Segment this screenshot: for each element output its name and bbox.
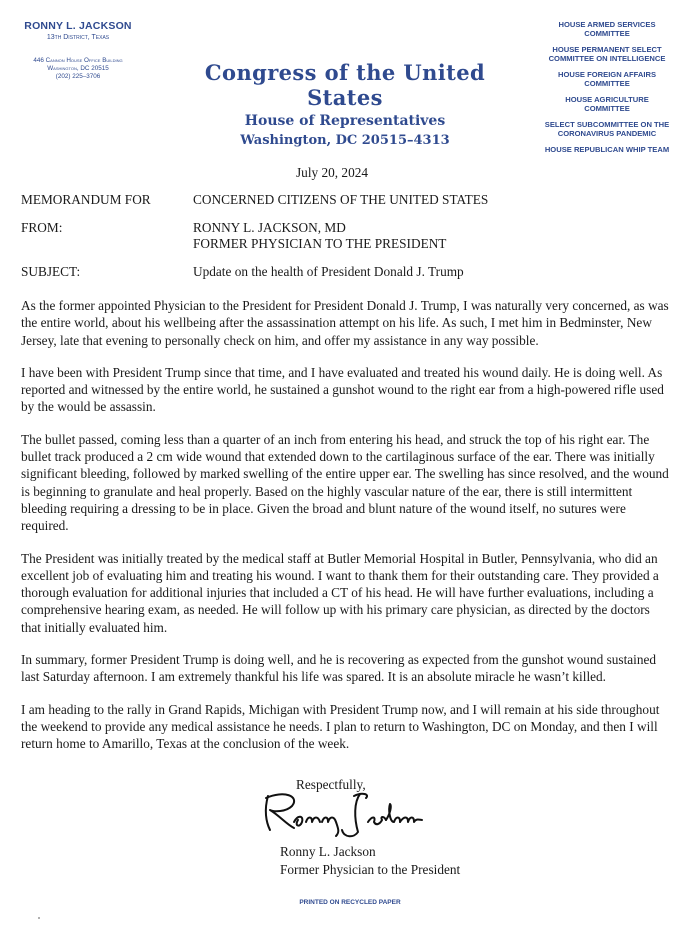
signer-title: Former Physician to the President: [280, 862, 461, 877]
congress-title: Congress of the United States: [204, 60, 486, 110]
handwritten-signature: [258, 788, 428, 840]
from-name: RONNY L. JACKSON, MD: [193, 220, 346, 235]
address-line: (202) 225–3706: [55, 73, 101, 80]
house-zip: Washington, DC 20515–4313: [240, 133, 450, 148]
committee-item: HOUSE AGRICULTURE COMMITTEE: [565, 95, 649, 113]
recycled-paper-note: PRINTED ON RECYCLED PAPER: [299, 899, 401, 906]
memorandum-label: MEMORANDUM FOR: [21, 192, 151, 207]
subject-label: SUBJECT:: [21, 264, 81, 279]
body-paragraph: In summary, former President Trump is doing well, and he is recovering as expected from the gunshot wound sustained last Saturday afternoon. I am extremely thankful his life was spared. It is an absolute miracle he wasn’t killed.: [21, 652, 657, 685]
subject-value: Update on the health of President Donald J. Trump: [193, 264, 464, 279]
from-title: FORMER PHYSICIAN TO THE PRESIDENT: [193, 236, 447, 251]
committee-item: SELECT SUBCOMMITTEE ON THE CORONAVIRUS PANDEMIC: [544, 120, 670, 138]
paper-speck: [38, 917, 40, 919]
committee-item: HOUSE FOREIGN AFFAIRS COMMITTEE: [557, 70, 657, 88]
valediction: Respectfully,: [296, 777, 366, 792]
member-district: 13th District, Texas: [46, 34, 110, 41]
body-paragraph: The bullet passed, coming less than a quarter of an inch from entering his head, and struck the top of his right ear. The bullet track produced a 2 cm wide wound that extended down to the cartilaginous surface of the ear. There was initially significant bleeding, followed by marked swelling of the entire upper ear. The swelling has since resolved, and the wound is beginning to granulate and heal properly. Based on the highly vascular nature of the ear, there is still intermittent bleeding requiring a dressing to be in place. Given the broad and blunt nature of the wound itself, no sutures were required.: [21, 431, 669, 534]
memo-date: July 20, 2024: [296, 165, 369, 180]
house-title: House of Representatives: [244, 113, 446, 129]
committee-item: HOUSE REPUBLICAN WHIP TEAM: [544, 145, 670, 154]
member-info: [18, 20, 138, 81]
address-line: 446 Cannon House Office Building: [33, 57, 123, 64]
member-name: RONNY L. JACKSON: [24, 20, 132, 32]
memorandum-value: CONCERNED CITIZENS OF THE UNITED STATES: [193, 192, 489, 207]
body-paragraph: As the former appointed Physician to the President for President Donald J. Trump, I was naturally very concerned, as was the entire world, about his wellbeing after the assassination attempt on his life. As such, I met him in Bedminster, New Jersey, late that evening to personally check on him, and offer my assistance in any way possible.: [21, 298, 669, 348]
committee-item: HOUSE PERMANENT SELECT COMMITTEE ON INTELLIGENCE: [548, 45, 666, 63]
letter-body: [21, 297, 671, 768]
committee-list: [527, 20, 687, 161]
office-address: [18, 57, 138, 81]
committee-item: HOUSE ARMED SERVICES COMMITTEE: [558, 20, 656, 38]
body-paragraph: The President was initially treated by the medical staff at Butler Memorial Hospital in Butler, Pennsylvania, who did an excellent job of evaluating him and treating his wound. I want to thank them for their outstanding care. They provided a thorough evaluation for additional injuries that included a CT of his head. He will have further evaluations, including a comprehensive hearing exam, as needed. He will follow up with his primary care physician, as directed by the doctors that initially evaluated him.: [21, 550, 659, 635]
address-line: Washington, DC 20515: [47, 65, 109, 72]
signer-block: [280, 843, 460, 879]
congress-header: [180, 60, 510, 148]
signer-name: Ronny L. Jackson: [280, 844, 376, 859]
from-label: FROM:: [21, 220, 63, 235]
body-paragraph: I have been with President Trump since that time, and I have evaluated and treated his wound daily. He is doing well. As reported and witnessed by the entire world, he sustained a gunshot wound to the right ear from a high-powered rifle used by the would be assassin.: [21, 364, 664, 415]
body-paragraph: I am heading to the rally in Grand Rapids, Michigan with President Trump now, and I will remain at his side throughout the weekend to provide any medical assistance he needs. I plan to return to Washington, DC on Monday, and then I will return home to Amarillo, Texas at the conclusion of the week.: [21, 701, 660, 752]
